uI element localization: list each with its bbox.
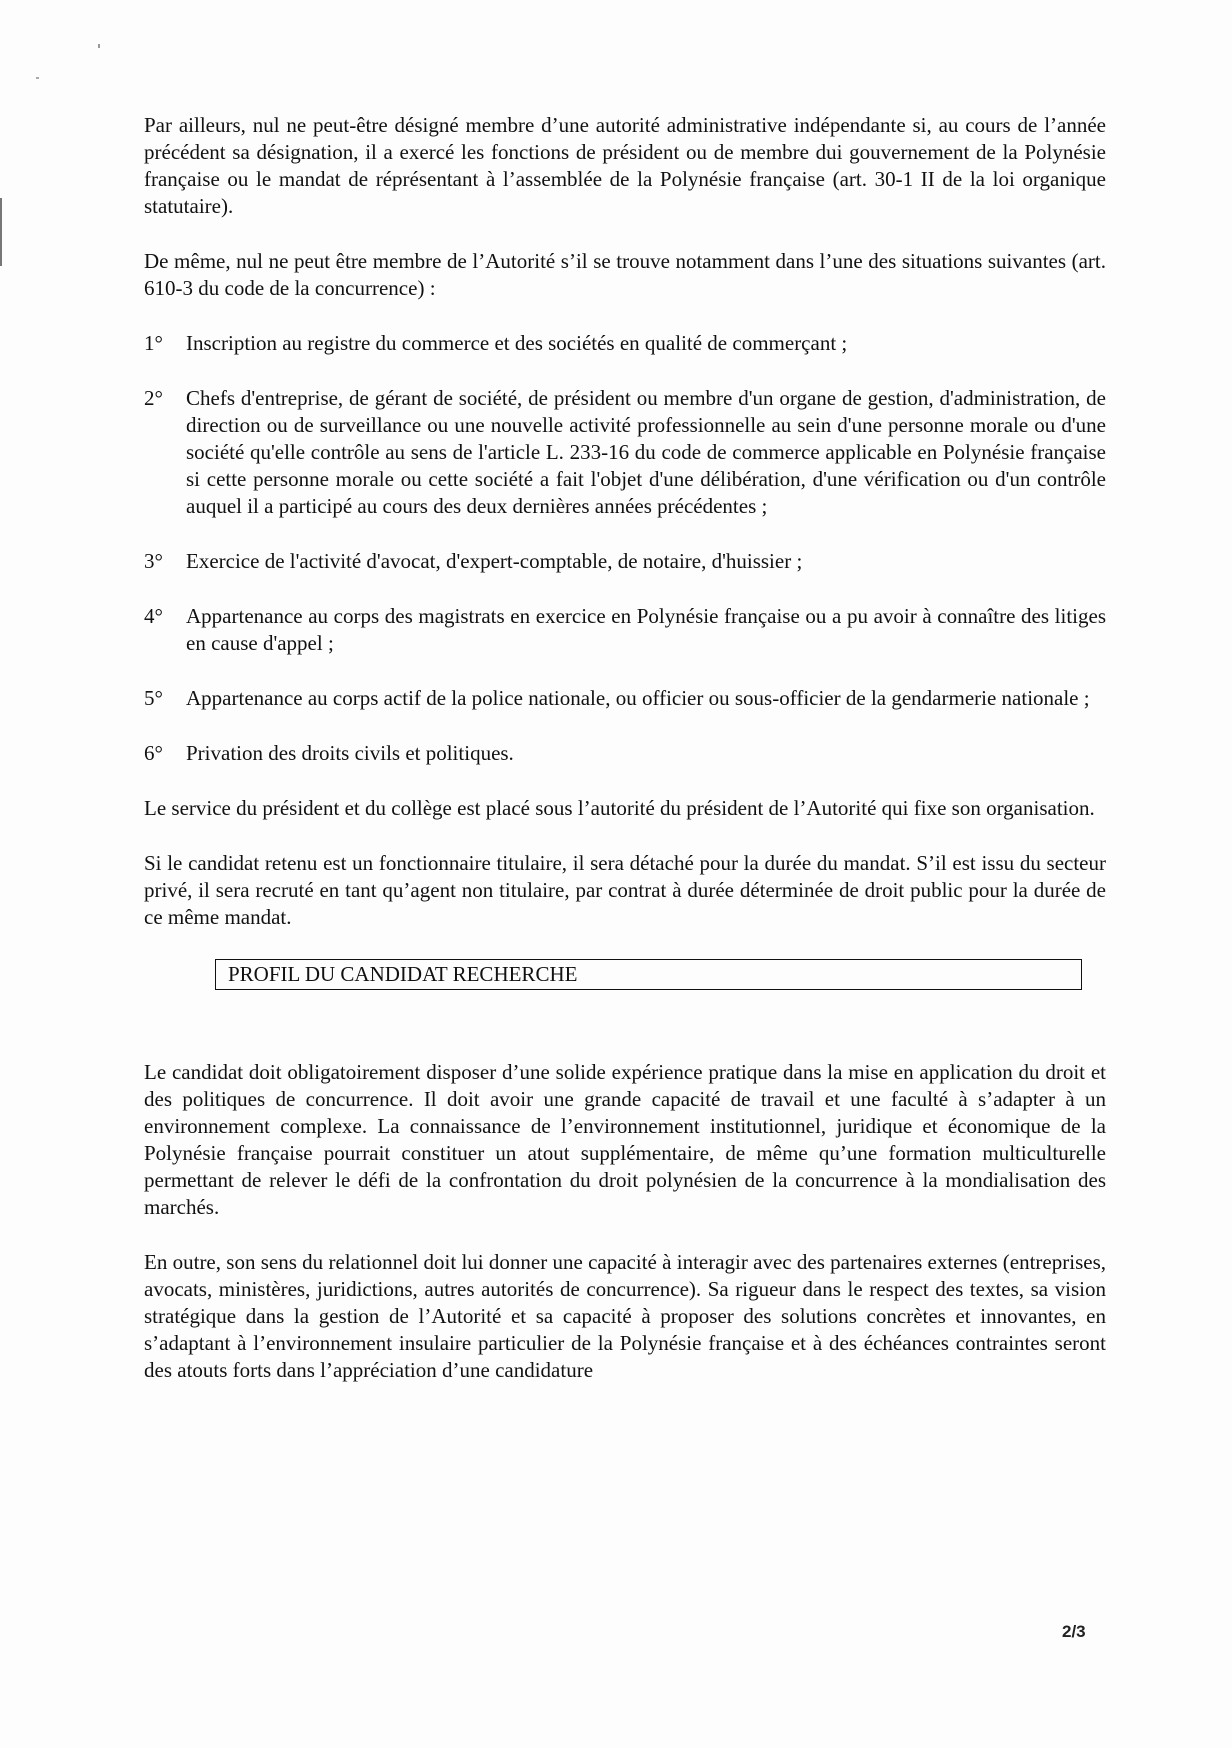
list-item-text: Privation des droits civils et politiques. [186, 741, 514, 765]
list-item-text: Appartenance au corps des magistrats en exercice en Polynésie française ou a pu avoir à connaître des litiges en cause d'appel ; [186, 604, 1106, 655]
list-item-number: 2° [144, 386, 163, 410]
section-heading-profile: PROFIL DU CANDIDAT RECHERCHE [215, 959, 1082, 990]
list-item-number: 4° [144, 604, 163, 628]
list-item-number: 3° [144, 549, 163, 573]
scan-edge-mark [0, 198, 2, 266]
paragraph-incompatibilities-intro: De même, nul ne peut être membre de l’Autorité s’il se trouve notamment dans l’une des situations suivantes (art. 610-3 du code de la concurrence) : [144, 249, 1106, 300]
list-item-text: Inscription au registre du commerce et des sociétés en qualité de commerçant ; [186, 331, 848, 355]
paragraph-profile-experience: Le candidat doit obligatoirement disposer d’une solide expérience pratique dans la mise en application du droit et des politiques de concurrence. Il doit avoir une grande capacité de travail et une faculté à s’adapter à un environnement complexe. La connaissance de l’environnement institutionnel, juridique et économique de la Polynésie française pourrait constituer un atout supplémentaire, de même qu’une formation multiculturelle permettant de relever le défi de la confrontation du droit polynésien de la concurrence à la mondialisation des marchés. [144, 1060, 1106, 1219]
list-item-text: Appartenance au corps actif de la police nationale, ou officier ou sous-officier de la gendarmerie nationale ; [186, 686, 1090, 710]
list-item [144, 685, 1106, 712]
paragraph-recruitment: Si le candidat retenu est un fonctionnaire titulaire, il sera détaché pour la durée du mandat. S’il est issu du secteur privé, il sera recruté en tant qu’agent non titulaire, par contrat à durée déterminée de droit public pour la durée de ce même mandat. [144, 851, 1106, 929]
list-item-text: Exercice de l'activité d'avocat, d'expert-comptable, de notaire, d'huissier ; [186, 549, 803, 573]
paragraph-service-organisation: Le service du président et du collège est placé sous l’autorité du président de l’Autorité qui fixe son organisation. [144, 796, 1095, 820]
list-item-text: Chefs d'entreprise, de gérant de société, de président ou membre d'un organe de gestion, d'administration, de direction ou de surveillance ou une nouvelle activité professionnelle au sein d'une personne morale ou d'une société qu'elle contrôle au sens de l'article L. 233-16 du code de commerce applicable en Polynésie française si cette personne morale ou cette société a fait l'objet d'une délibération, d'une vérification ou d'un contrôle auquel il a participé au cours des deux dernières années précédentes ; [186, 386, 1106, 518]
list-item-number: 6° [144, 741, 163, 765]
scan-speck [98, 44, 100, 48]
list-item [144, 548, 1106, 575]
paragraph-eligibility: Par ailleurs, nul ne peut-être désigné membre d’une autorité administrative indépendante si, au cours de l’année précédent sa désignation, il a exercé les fonctions de président ou de membre dui gouvernement de la Polynésie française ou le mandat de réprésentant à l’assemblée de la Polynésie française (art. 30-1 II de la loi organique statutaire). [144, 113, 1106, 218]
list-item-number: 5° [144, 686, 163, 710]
page-number: 2/3 [1062, 1622, 1086, 1641]
list-item [144, 740, 1106, 767]
list-item [144, 330, 1106, 357]
list-item [144, 385, 1106, 520]
list-item [144, 603, 1106, 657]
list-item-number: 1° [144, 331, 163, 355]
paragraph-profile-relational: En outre, son sens du relationnel doit lui donner une capacité à interagir avec des partenaires externes (entreprises, avocats, ministères, juridictions, autres autorités de concurrence). Sa rigueur dans le respect des textes, sa vision stratégique dans la gestion de l’Autorité et sa capacité à proposer des solutions concrètes et innovantes, en s’adaptant à l’environnement insulaire particulier de la Polynésie française et à des échéances contraintes seront des atouts forts dans l’appréciation d’une candidature [144, 1250, 1106, 1382]
scan-speck [36, 77, 39, 79]
document-body [144, 112, 1106, 1412]
